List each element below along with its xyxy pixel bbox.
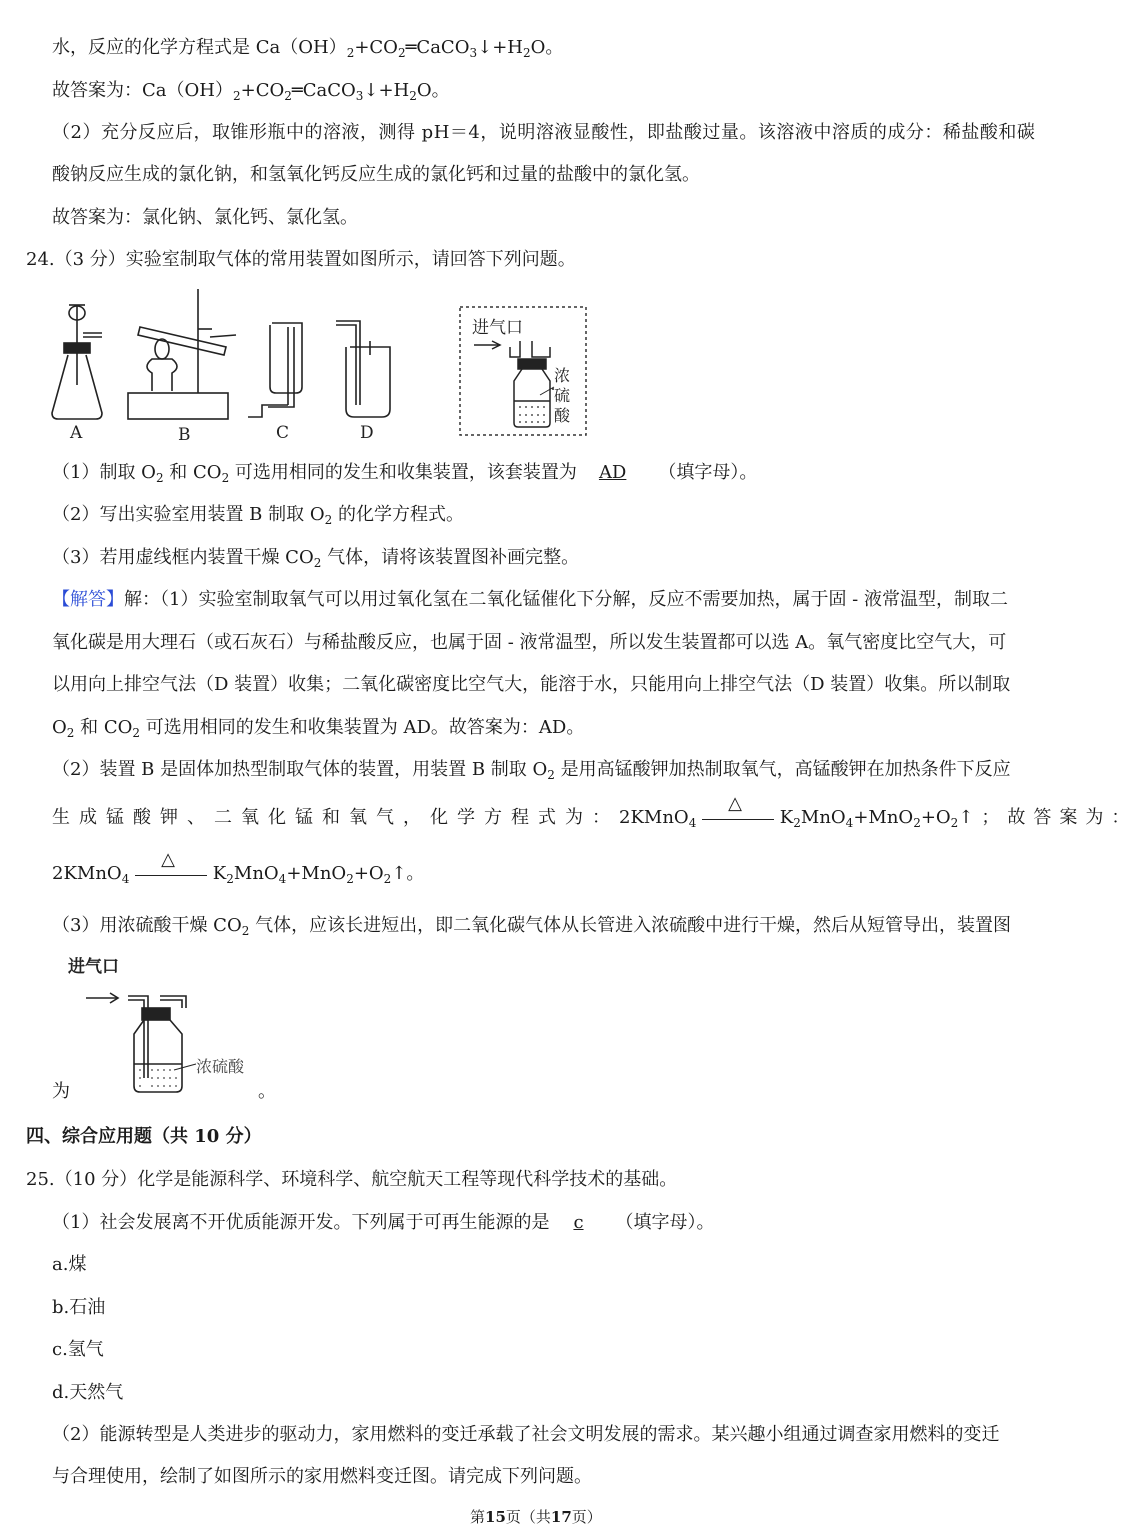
question-25: 25.（10 分）化学是能源科学、环境科学、航空航天工程等现代科学技术的基础。 <box>26 1169 678 1190</box>
heat-condition: △ <box>135 862 207 886</box>
equation-line: 2KMnO$_4$ △ $K_2MnO_4+MnO_2+O_2↑$。 <box>52 849 425 886</box>
q25-part1: （1）社会发展离不开优质能源开发。下列属于可再生能源的是 c （填字母）。 <box>52 1212 715 1233</box>
q24-part2: （2）写出实验室用装置 B 制取 $O_2$ 的化学方程式。 <box>52 504 464 527</box>
q24-part1: （1）制取 $O_2$ 和 $CO_2$ 可选用相同的发生和收集装置，该套装置为 AD （填字母）。 <box>52 462 758 485</box>
solution-tag: 【解答】 <box>52 589 124 610</box>
option-d: d.天然气 <box>52 1382 124 1403</box>
acid-char-2: 硫 <box>554 386 571 405</box>
acid-char-3: 酸 <box>554 406 571 425</box>
q24-part3: （3）若用虚线框内装置干燥 $CO_2$ 气体，请将该装置图补画完整。 <box>52 547 580 570</box>
text-line: 水，反应的化学方程式是 $Ca(OH)_2+CO_2═CaCO_3↓+H_2O$。 <box>52 37 564 60</box>
acid-char-1: 浓 <box>554 366 571 385</box>
text-line: 。 <box>258 1081 276 1102</box>
label-c: C <box>276 423 290 443</box>
solution-line: $O_2$ 和 $CO_2$ 可选用相同的发生和收集装置为 AD。故答案为：AD。 <box>52 717 585 740</box>
apparatus-c <box>248 323 302 417</box>
option-c: c.氢气 <box>52 1339 104 1360</box>
answer-blank: c <box>573 1212 584 1233</box>
solution-line: （3）用浓硫酸干燥 $CO_2$ 气体，应该长进短出，即二氧化碳气体从长管进入浓硫酸中进行干燥，然后从短管导出，装置图 <box>52 915 1012 938</box>
inlet-label: 进气口 <box>472 318 523 338</box>
apparatus-figure <box>40 285 600 445</box>
answer-line: 故答案为：氯化钠、氯化钙、氯化氢。 <box>52 207 358 228</box>
label-d: D <box>360 423 374 443</box>
apparatus-a <box>52 305 102 419</box>
answer-acid-label: 浓硫酸 <box>196 1057 245 1076</box>
label-a: A <box>70 423 83 443</box>
solution-line: 【解答】解：（1）实验室制取氧气可以用过氧化氢在二氧化锰催化下分解，反应不需要加热，属于固 - 液常温型，制取二 <box>52 589 1008 610</box>
label-b: B <box>178 425 191 445</box>
option-a: a.煤 <box>52 1254 87 1275</box>
option-b: b.石油 <box>52 1297 106 1318</box>
solution-line: （2）装置 B 是固体加热型制取气体的装置，用装置 B 制取 $O_2$ 是用高锰酸钾加热制取氧气，高锰酸钾在加热条件下反应 <box>52 759 1011 782</box>
acid-dots <box>519 406 545 423</box>
text-line: 酸钠反应生成的氯化钠，和氢氧化钙反应生成的氯化钙和过量的盐酸中的氯化氢。 <box>52 164 700 185</box>
apparatus-d <box>336 321 390 417</box>
answer-figure <box>64 950 264 1100</box>
text-line: 为 <box>52 1081 70 1102</box>
equation-line: 生成锰酸钾、二氧化锰和氧气，化学方程式为：2KMnO$_4$ △ $K_2MnO_4+MnO_2+O_2↑$；故答案为： <box>52 793 1137 830</box>
apparatus-b <box>128 289 236 419</box>
answer-blank: AD <box>598 462 627 483</box>
solution-line: 以用向上排空气法（D 装置）收集；二氧化碳密度比空气大，能溶于水，只能用向上排空气法（D 装置）收集。所以制取 <box>52 674 1011 695</box>
section-heading: 四、综合应用题（共 10 分） <box>26 1126 262 1147</box>
page-footer: 第15页（共17页） <box>470 1508 602 1526</box>
heat-condition: △ <box>702 806 774 830</box>
drying-bottle <box>474 341 554 427</box>
solution-line: 氧化碳是用大理石（或石灰石）与稀盐酸反应，也属于固 - 液常温型，所以发生装置都可以选 A。氧气密度比空气大，可 <box>52 632 1007 653</box>
text-line: （2）充分反应后，取锥形瓶中的溶液，测得 pH＝4，说明溶液显酸性，即盐酸过量。该溶液中溶质的成分：稀盐酸和碳 <box>52 122 1036 143</box>
answer-line: 故答案为：$Ca(OH)_2+CO_2═CaCO_3↓+H_2O$。 <box>52 80 450 103</box>
answer-inlet-label: 进气口 <box>68 957 119 977</box>
q25-part2: 与合理使用，绘制了如图所示的家用燃料变迁图。请完成下列问题。 <box>52 1466 592 1487</box>
question-24: 24.（3 分）实验室制取气体的常用装置如图所示，请回答下列问题。 <box>26 249 576 270</box>
q25-part2: （2）能源转型是人类进步的驱动力，家用燃料的变迁承载了社会文明发展的需求。某兴趣小组通过调查家用燃料的变迁 <box>52 1424 1000 1445</box>
